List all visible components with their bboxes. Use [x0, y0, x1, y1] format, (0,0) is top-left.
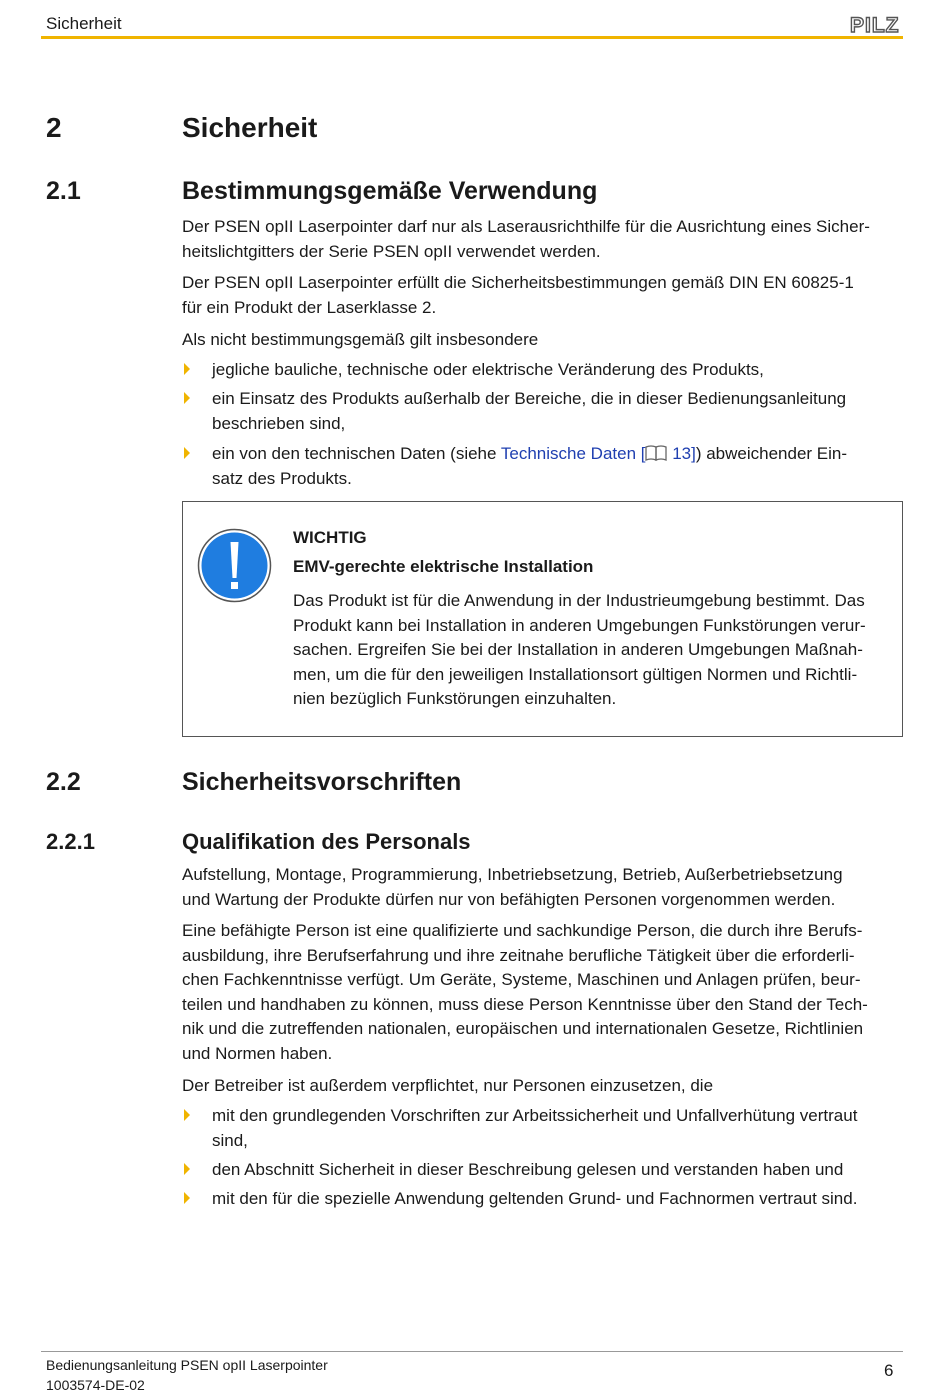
book-icon	[645, 444, 667, 461]
list-item: ein von den technischen Daten (siehe Technische Daten [ 13]) abweichender Ein- satz des Produkts.	[182, 442, 904, 491]
notice-label: WICHTIG	[293, 528, 367, 547]
paragraph: Eine befähigte Person ist eine qualifizierte und sachkundige Person, die durch ihre Berufs- ausbildung, ihre Berufserfahrung und ihre zeitnahe berufliche Tätigkeit über die erforderli- chen Fachkenntnisse verfügt. Um Geräte, Systeme, Maschinen und Anlagen prüfen, beur- teilen und handhaben zu können, muss diese Person Kenntnisse über den Stand der Tech- nik und die zutreffenden nationalen, europäischen und internationalen Gesetze, Richtlinien und Normen haben.	[182, 921, 868, 1063]
triangle-right-icon	[184, 1192, 190, 1204]
triangle-right-icon	[184, 1109, 190, 1121]
footer-rule	[41, 1351, 903, 1352]
section-number: 2.1	[46, 177, 81, 205]
exclamation-circle-icon	[197, 528, 272, 603]
footer-doc-title: Bedienungsanleitung PSEN opII Laserpointer	[46, 1357, 328, 1373]
logo-text: PILZ	[850, 14, 900, 36]
triangle-right-icon	[184, 447, 190, 459]
paragraph: Der PSEN opII Laserpointer erfüllt die Sicherheitsbestimmungen gemäß DIN EN 60825-1 für ein Produkt der Laserklasse 2.	[182, 273, 854, 317]
subsection-number: 2.2.1	[46, 829, 95, 854]
chapter-title: Sicherheit	[182, 112, 318, 143]
list-item: ein Einsatz des Produkts außerhalb der Bereiche, die in dieser Bedienungsanleitung beschrieben sind,	[182, 387, 904, 436]
paragraph: Der Betreiber ist außerdem verpflichtet, nur Personen einzusetzen, die	[182, 1076, 714, 1095]
footer-doc-number: 1003574-DE-02	[46, 1377, 145, 1393]
triangle-right-icon	[184, 363, 190, 375]
section-title: Bestimmungsgemäße Verwendung	[182, 177, 598, 205]
subsection-title: Qualifikation des Personals	[182, 829, 471, 854]
notice-subtitle: EMV-gerechte elektrische Installation	[293, 557, 594, 576]
list-item: jegliche bauliche, technische oder elektrische Veränderung des Produkts,	[182, 358, 904, 383]
pilz-logo	[850, 14, 904, 36]
triangle-right-icon	[184, 1163, 190, 1175]
section-title: Sicherheitsvorschriften	[182, 768, 462, 796]
list-item: den Abschnitt Sicherheit in dieser Beschreibung gelesen und verstanden haben und	[182, 1158, 904, 1183]
header-rule	[41, 36, 903, 39]
paragraph: Als nicht bestimmungsgemäß gilt insbesondere	[182, 330, 539, 349]
cross-reference-link[interactable]: Technische Daten [ 13]	[500, 444, 696, 463]
section-number: 2.2	[46, 768, 81, 796]
header-section-title: Sicherheit	[46, 14, 122, 33]
triangle-right-icon	[184, 392, 190, 404]
chapter-number: 2	[46, 112, 62, 143]
page-number: 6	[884, 1361, 894, 1380]
list-item: mit den grundlegenden Vorschriften zur Arbeitssicherheit und Unfallverhütung vertraut sind,	[182, 1104, 904, 1153]
list-item: mit den für die spezielle Anwendung geltenden Grund- und Fachnormen vertraut sind.	[182, 1187, 904, 1212]
paragraph: Aufstellung, Montage, Programmierung, Inbetriebsetzung, Betrieb, Außerbetriebsetzung und Wartung der Produkte dürfen nur von befähigten Personen vorgenommen werden.	[182, 865, 843, 909]
notice-text: Das Produkt ist für die Anwendung in der Industrieumgebung bestimmt. Das Produkt kann bei Installation in anderen Umgebungen Funkstörungen verur- sachen. Ergreifen Sie bei der Installation in anderen Umgebungen Maßnah- men, um die für den jeweiligen Installationsort gültigen Normen und Richtli- nien bezüglich Funkstörungen einzuhalten.	[293, 591, 866, 708]
paragraph: Der PSEN opII Laserpointer darf nur als Laserausrichthilfe für die Ausrichtung eines Sicher- heitslichtgitters der Serie PSEN opII verwendet werden.	[182, 217, 870, 261]
